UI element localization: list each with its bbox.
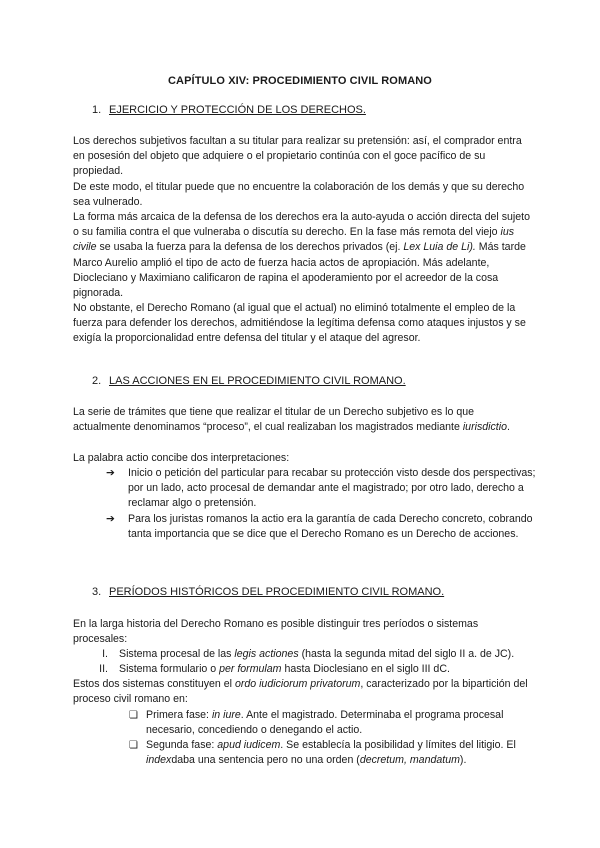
section-2-heading	[92, 375, 406, 387]
paragraph-legitima-defensa: No obstante, el Derecho Romano (al igual que el actual) no eliminó totalmente el empleo de la fuerza para defender los derechos, admitiéndose la legítima defensa como ataques injustos y se exigía la proporcionalidad entre defensa del titular y el ataque del agresor.	[73, 302, 526, 345]
chapter-title: CAPÍTULO XIV: PROCEDIMIENTO CIVIL ROMANO	[168, 75, 432, 87]
bullet-item	[106, 466, 536, 512]
paragraph-ordo-iudiciorum: Estos dos sistemas constituyen el ordo iudiciorum privatorum, caracterizado por la bipartición del proceso civil romano en:	[73, 678, 528, 706]
roman-numeral: II.	[99, 663, 108, 675]
paragraph-periodos: En la larga historia del Derecho Romano es posible distinguir tres períodos o sistemas procesales:	[73, 618, 479, 646]
checkbox-square-icon: ❏	[129, 740, 138, 751]
phase-text: Segunda fase: apud iudicem. Se establecía la posibilidad y límites del litigio. El indexdaba una sentencia pero no una orden (decretum, mandatum).	[146, 739, 516, 767]
paragraph-actio: La palabra actio concibe dos interpretaciones:	[73, 452, 290, 464]
arrow-icon: ➔	[106, 467, 115, 479]
arrow-icon: ➔	[106, 513, 115, 525]
roman-numeral: I.	[102, 648, 108, 660]
section-2-title: LAS ACCIONES EN EL PROCEDIMIENTO CIVIL ROMANO.	[109, 375, 406, 387]
section-1-heading	[92, 104, 366, 116]
section-3-title: PERÍODOS HISTÓRICOS DEL PROCEDIMIENTO CIVIL ROMANO.	[109, 586, 445, 598]
paragraph-auto-ayuda: La forma más arcaica de la defensa de los derechos era la auto-ayuda o acción directa del sujeto o su familia contra el que vulneraba o discutía su derecho. En la fase más remota del viejo ius civile se usaba la fuerza para la defensa de los derechos privados (ej. Lex Luia de Li). Más tarde Marco Aurelio amplió el tipo de acto de fuerza hacia actos de apropiación. Más adelante, Diocleciano y Maximiano calificaron de rapina el apoderamiento por el acreedor de la cosa pignorada.	[73, 211, 530, 300]
phase-item	[129, 708, 539, 739]
bullet-item	[106, 512, 536, 558]
section-3-number: 3.	[92, 586, 102, 598]
paragraph-proceso: La serie de trámites que tiene que realizar el titular de un Derecho subjetivo es lo que actualmente denominamos “proceso”, el cual realizaban los magistrados mediante iurisdictio.	[73, 406, 510, 434]
phase-text: Primera fase: in iure. Ante el magistrado. Determinaba el programa procesal necesario, concediendo o denegando el actio.	[146, 709, 504, 737]
bullet-text: Para los juristas romanos la actio era la garantía de cada Derecho concreto, cobrando tanta importancia que se dice que el Derecho Romano es un Derecho de acciones.	[128, 513, 533, 541]
section-1-title: EJERCICIO Y PROTECCIÓN DE LOS DERECHOS.	[109, 104, 366, 116]
paragraph-derechos-subjetivos: Los derechos subjetivos facultan a su titular para realizar su pretensión: así, el comprador entra en posesión del objeto que adquiere o el propietario continúa con el goce pacífico de su propiedad.	[73, 135, 522, 178]
paragraph-colaboracion: De este modo, el titular puede que no encuentre la colaboración de los demás y que su derecho sea vulnerado.	[73, 181, 525, 209]
section-2-number: 2.	[92, 375, 102, 387]
section-3-heading	[92, 586, 444, 598]
roman-list-item: I. Sistema procesal de las legis actiones (hasta la segunda mitad del siglo II a. de JC).	[80, 647, 540, 662]
roman-list-item: II. Sistema formulario o per formulam hasta Dioclesiano en el siglo III dC.	[80, 662, 540, 677]
checkbox-square-icon: ❏	[129, 710, 138, 721]
bullet-text: Inicio o petición del particular para recabar su protección visto desde dos perspectivas; por un lado, acto procesal de demandar ante el magistrado; por otro lado, derecho a reclamar algo o pretensión.	[128, 467, 536, 510]
section-1-number: 1.	[92, 104, 102, 116]
phase-item	[129, 738, 539, 769]
